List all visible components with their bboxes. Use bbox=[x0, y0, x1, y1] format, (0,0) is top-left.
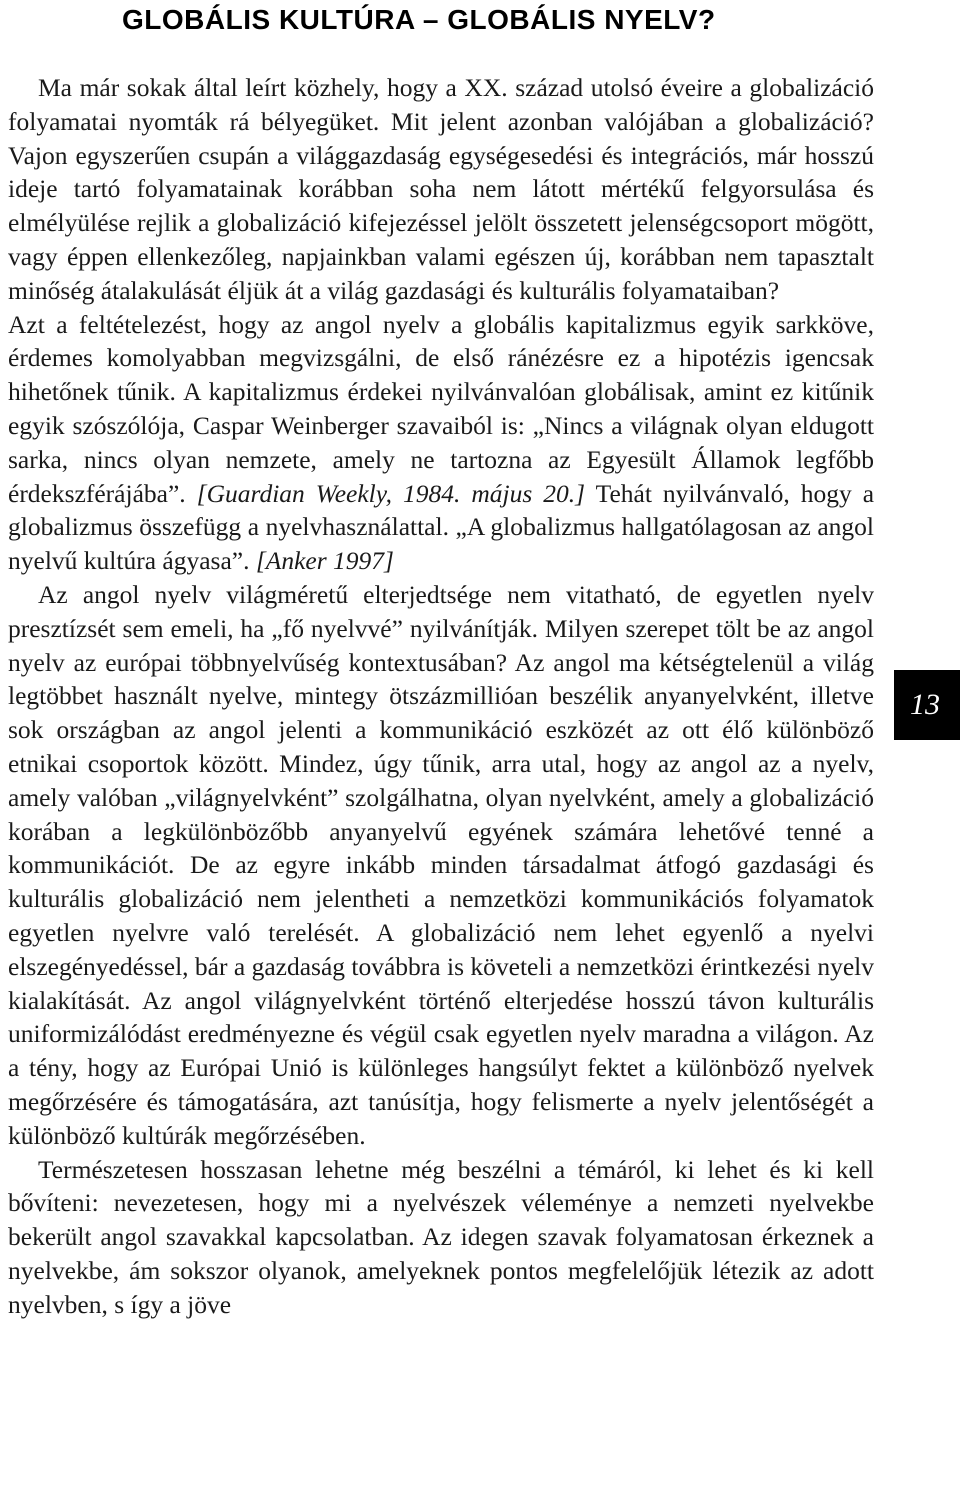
paragraph-text: Azt a feltételezést, hogy az angol nyelv a globális kapitalizmus egyik sarkköve, érdemes komolyabban megvizsgálni, de első ránézésre ez a hipotézis igencsak hihetőnek tűnik. A kapitalizmus érdekei nyilvánvalóan globálisak, amint ez kitűnik egyik szószólója, Caspar Weinberger szavaiból is: „Nincs a világnak olyan eldugott sarka, nincs olyan nemzete, amely ne tartozna az Egyesült Államok legfőbb érdekszférájába”. bbox=[8, 309, 874, 508]
paragraph-conclusion: Természetesen hosszasan lehetne még beszélni a témáról, ki lehet és ki kell bővíteni: nevezetesen, hogy mi a nyelvészek véleménye a nemzeti nyelvekbe bekerült angol szavakkal kapcsolatban. Az idegen szavak folyamatosan érkeznek a nyelvekbe, ám sokszor olyanok, amelyeknek pontos megfelelőjük létezik az adott nyelvben, s így a jöve bbox=[8, 1154, 874, 1319]
paragraph-text: Tehát nyilvánvaló, hogy a globalizmus összefügg a nyelvhasználattal. „A globalizmus hallgatólagosan az angol nyelvű kultúra ágyasa”. bbox=[8, 478, 875, 576]
paragraph-english-capitalism bbox=[8, 308, 874, 578]
paragraph-world-language: Az angol nyelv világméretű elterjedtsége nem vitatható, de egyetlen nyelv presztízsét sem emeli, ha „fő nyelvvé” nyilvánítják. Milyen szerepet tölt be az angol nyelv az európai többnyelvűség kontextusában? Az angol ma kétségtelenül a világ legtöbbet használt nyelve, mintegy ötszázmillióan beszélik anyanyelvként, illetve sok országban az angol jelenti a kommunikáció eszközét az ott élő különböző etnikai csoportok között. Mindez, úgy tűnik, arra utal, hogy az angol az a nyelv, amely valóban „világnyelvként” szolgálhatna, olyan nyelvként, amely a globalizáció korában a legkülönbözőbb anyanyelvű egyének számára lehetővé tenné a kommunikációt. De az egyre inkább minden társadalmat átfogó gazdasági és kulturális globalizáció nem jelentheti a nemzetközi kommunikációs folyamatok egyetlen nyelvre való terelését. A globalizáció nem lehet egyenlő a nyelvi elszegényedéssel, bár a gazdaság továbbra is követeli a nemzetközi érintkezési nyelv kialakítását. Az angol világnyelvként történő elterjedése hosszú távon kulturális uniformizálódást eredményezne és végül csak egyetlen nyelv maradna a világon. Az a tény, hogy az Európai Unió is különleges hangsúlyt fektet a különböző nyelvek megőrzésére és támogatására, azt tanúsítja, hogy felismerte a nyelv jelentőségét a különböző kultúrák megőrzésében. bbox=[8, 579, 874, 1150]
page-number-tab: 13 bbox=[894, 670, 960, 740]
citation-guardian: [Guardian Weekly, 1984. május 20.] bbox=[196, 478, 586, 508]
body-text bbox=[8, 71, 874, 1321]
citation-anker: [Anker 1997] bbox=[255, 546, 394, 576]
paragraph-intro: Ma már sokak által leírt közhely, hogy a XX. század utolsó éveire a globalizáció folyamatai nyomták rá bélyegüket. Mit jelent azonban valójában a globalizáció? Vajon egyszerűen csupán a világgazdaság egységesedési és integrációs, már hosszú ideje tartó folyamatainak korábban soha nem látott mértékű felgyorsulása és elmélyülése rejlik a globalizáció kifejezéssel jelölt összetett jelenségcsoport mögött, vagy éppen ellenkezőleg, napjainkban valami egészen új, korábban nem tapasztalt minőség átalakulását éljük át a világ gazdasági és kulturális folyamataiban? bbox=[8, 73, 874, 305]
page-title: GLOBÁLIS KULTÚRA – GLOBÁLIS NYELV? bbox=[122, 4, 716, 35]
